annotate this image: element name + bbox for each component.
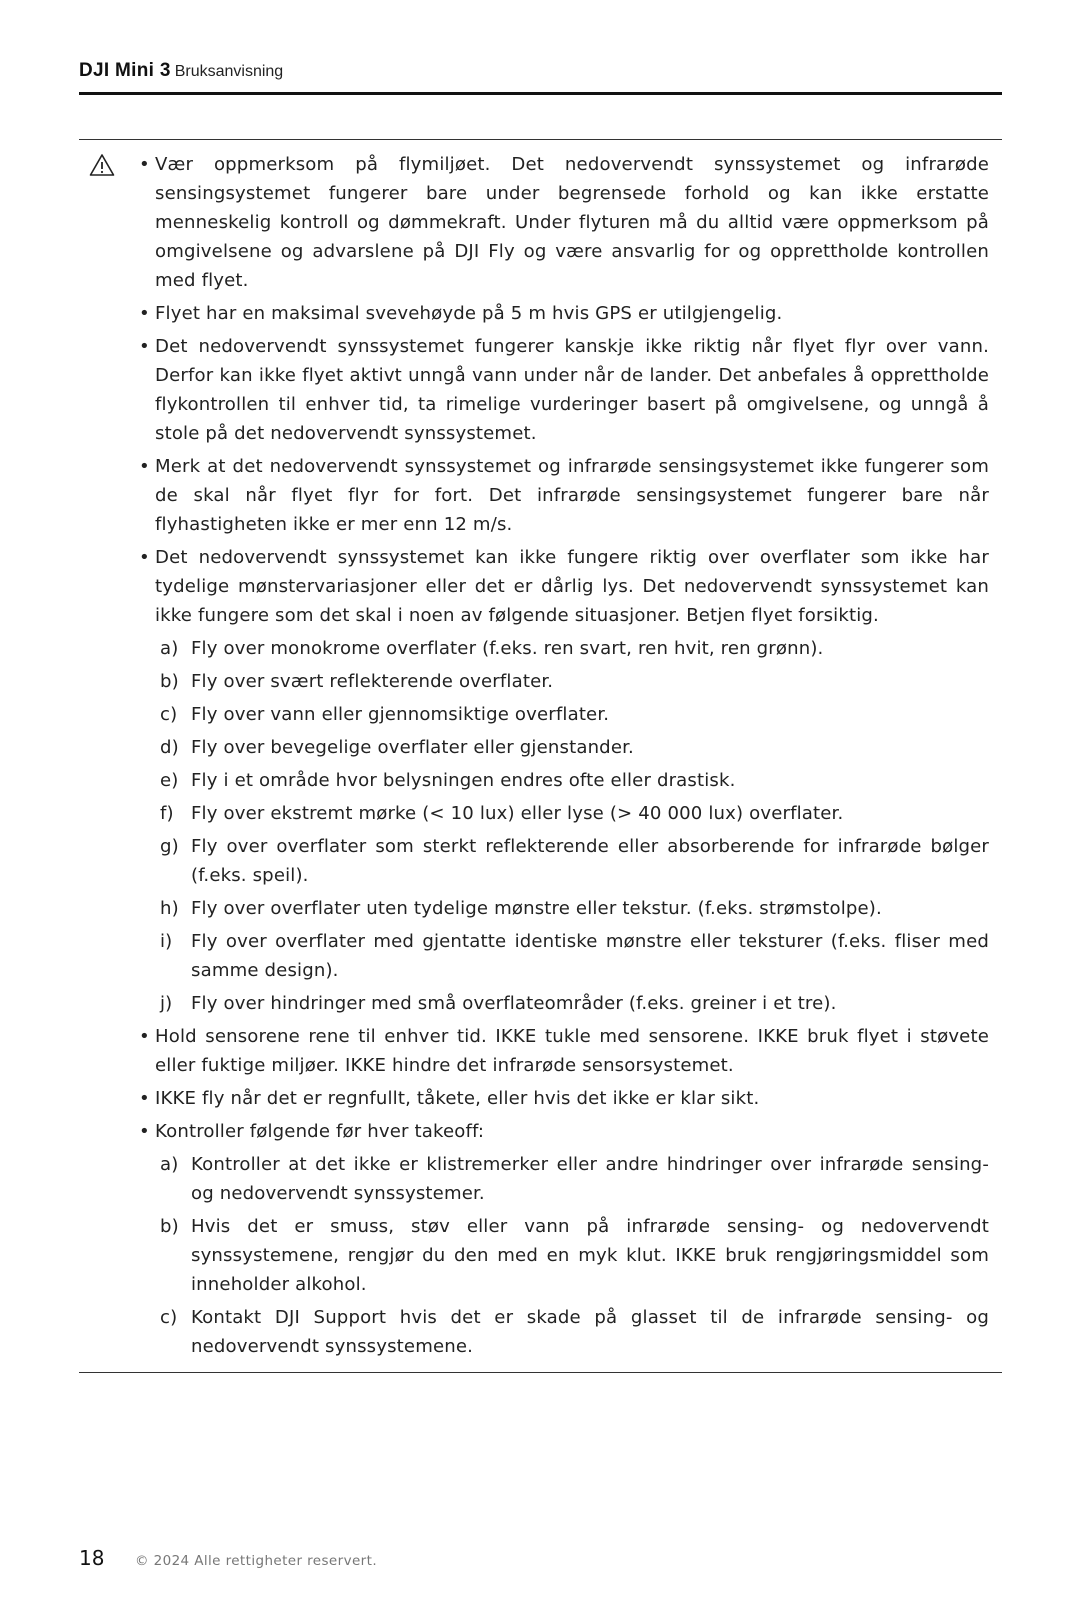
product-name: DJI Mini 3 (79, 60, 171, 81)
sub-item (139, 894, 989, 923)
document-subtitle: Bruksanvisning (174, 63, 284, 80)
sub-item-label: j) (160, 993, 173, 1014)
sub-item-label: e) (160, 770, 179, 791)
sub-item (139, 799, 989, 828)
sub-item-label: c) (160, 1307, 178, 1328)
sub-item (139, 1303, 989, 1361)
sub-item-list (139, 1150, 989, 1361)
warning-bullet: • Kontroller følgende før hver takeoff: (139, 1117, 989, 1146)
sub-item-label: h) (160, 898, 179, 919)
sub-item-label: b) (160, 1216, 179, 1237)
sub-item (139, 766, 989, 795)
warning-bullet: • IKKE fly når det er regnfullt, tåkete, eller hvis det ikke er klar sikt. (139, 1084, 989, 1113)
sub-item-text: Fly over vann eller gjennomsiktige overflater. (191, 704, 610, 725)
warning-triangle-icon (89, 153, 115, 177)
sub-item-label: b) (160, 671, 179, 692)
warning-bullet: • Hold sensorene rene til enhver tid. IKKE tukle med sensorene. IKKE bruk flyet i støvete eller fuktige miljøer. IKKE hindre det infrarøde sensorsystemet. (139, 1022, 989, 1080)
sub-item-label: a) (160, 1154, 179, 1175)
sub-item-label: c) (160, 704, 178, 725)
warning-bullet: • Flyet har en maksimal svevehøyde på 5 m hvis GPS er utilgjengelig. (139, 299, 989, 328)
sub-item (139, 667, 989, 696)
sub-item (139, 989, 989, 1018)
page-header (79, 60, 1002, 95)
page-footer (79, 1546, 377, 1570)
sub-item-label: d) (160, 737, 179, 758)
sub-item (139, 634, 989, 663)
warning-bullet-list (139, 150, 989, 1361)
sub-item-text: Fly over svært reflekterende overflater. (191, 671, 554, 692)
warning-bullet: • Vær oppmerksom på flymiljøet. Det nedovervendt synssystemet og infrarøde sensingsystemet fungerer bare under begrensede forhold og kan ikke erstatte menneskelig kontroll og dømmekraft. Under flyturen må du alltid være oppmerksom på omgivelsene og advarslene på DJI Fly og være ansvarlig for og opprettholde kontrollen med flyet. (139, 150, 989, 295)
sub-item (139, 733, 989, 762)
sub-item-text: Fly over bevegelige overflater eller gjenstander. (191, 737, 634, 758)
sub-item (139, 1212, 989, 1299)
page-number: 18 (79, 1546, 105, 1570)
sub-item-text: Kontakt DJI Support hvis det er skade på glasset til de infrarøde sensing- og nedovervendt synssystemene. (191, 1307, 989, 1357)
sub-item-text: Fly over ekstremt mørke (< 10 lux) eller lyse (> 40 000 lux) overflater. (191, 803, 844, 824)
warning-bullet: • Merk at det nedovervendt synssystemet og infrarøde sensingsystemet ikke fungerer som de skal når flyet flyr for fort. Det infrarøde sensingsystemet fungerer bare når flyhastigheten ikke er mer enn 12 m/s. (139, 452, 989, 539)
sub-item-label: f) (160, 803, 174, 824)
sub-item-text: Kontroller at det ikke er klistremerker eller andre hindringer over infrarøde sensing- og nedovervendt synssystemer. (191, 1154, 989, 1204)
sub-item-text: Fly over monokrome overflater (f.eks. ren svart, ren hvit, ren grønn). (191, 638, 824, 659)
warning-notice (79, 139, 1002, 1373)
sub-item-text: Fly over overflater som sterkt reflekterende eller absorberende for infrarøde bølger (f.eks. speil). (191, 836, 989, 886)
sub-item-text: Fly over overflater uten tydelige mønstre eller tekstur. (f.eks. strømstolpe). (191, 898, 882, 919)
sub-item-text: Fly over hindringer med små overflateområder (f.eks. greiner i et tre). (191, 993, 837, 1014)
sub-item-label: a) (160, 638, 179, 659)
warning-bullet: • Det nedovervendt synssystemet fungerer kanskje ikke riktig når flyet flyr over vann. Derfor kan ikke flyet aktivt unngå vann under når de lander. Det anbefales å opprettholde flykontrollen til enhver tid, ta rimelige vurderinger basert på omgivelsene, og unngå å stole på det nedovervendt synssystemet. (139, 332, 989, 448)
sub-item-text: Hvis det er smuss, støv eller vann på infrarøde sensing- og nedovervendt synssystemene, rengjør du den med en myk klut. IKKE bruk rengjøringsmiddel som inneholder alkohol. (191, 1216, 989, 1295)
sub-item (139, 1150, 989, 1208)
sub-item (139, 927, 989, 985)
warning-bullet: • Det nedovervendt synssystemet kan ikke fungere riktig over overflater som ikke har tydelige mønstervariasjoner eller det er dårlig lys. Det nedovervendt synssystemet kan ikke fungere som det skal i noen av følgende situasjoner. Betjen flyet forsiktig. (139, 543, 989, 630)
sub-item (139, 832, 989, 890)
sub-item (139, 700, 989, 729)
sub-item-label: i) (160, 931, 173, 952)
copyright-notice: © 2024 Alle rettigheter reservert. (135, 1553, 378, 1569)
sub-item-text: Fly i et område hvor belysningen endres ofte eller drastisk. (191, 770, 736, 791)
sub-item-text: Fly over overflater med gjentatte identiske mønstre eller teksturer (f.eks. fliser med samme design). (191, 931, 989, 981)
sub-item-list (139, 634, 989, 1018)
sub-item-label: g) (160, 836, 179, 857)
